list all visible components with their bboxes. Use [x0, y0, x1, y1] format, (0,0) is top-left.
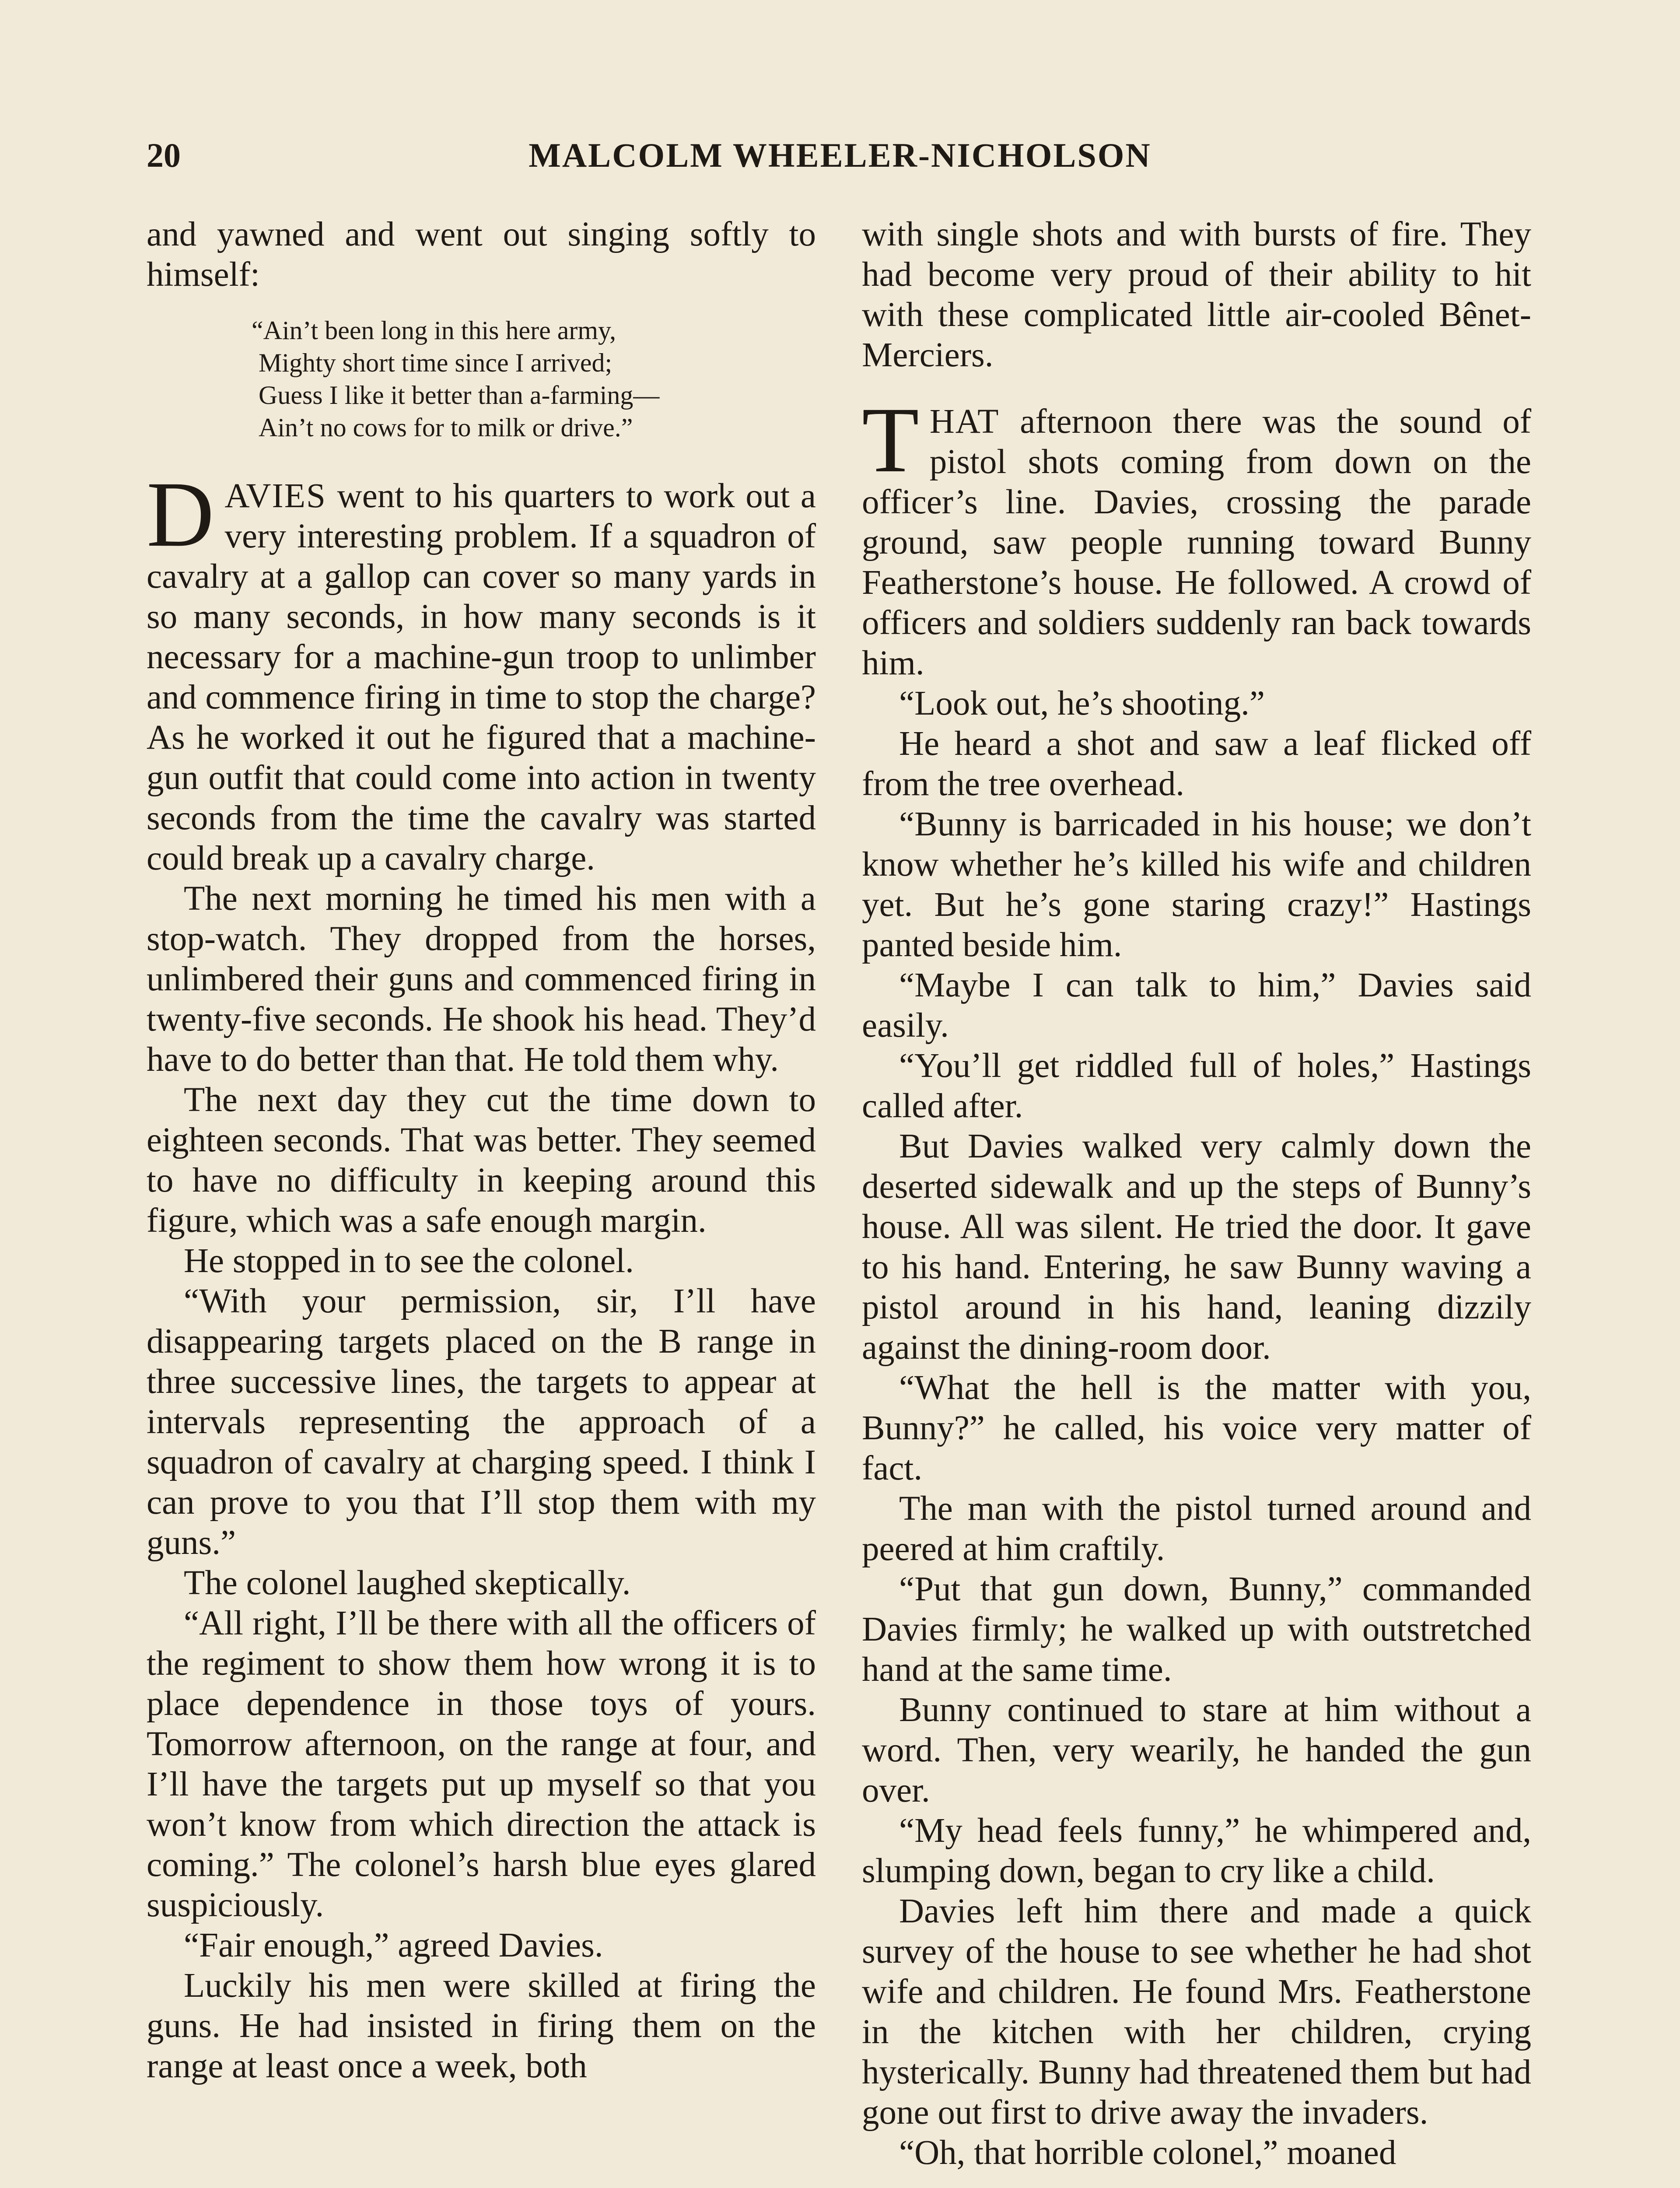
- paragraph: “All right, I’ll be there with all the officers of the regiment to show them how wrong it is to place dependence in those toys of yours. Tomorrow afternoon, on the range at four, and I’ll have the targets put up myself so that you won’t know from which direction the attack is coming.” The colonel’s harsh blue eyes glared suspiciously.: [147, 1604, 816, 1924]
- right-column: [862, 214, 1531, 2173]
- paragraph: He heard a shot and saw a leaf flicked off from the tree overhead.: [862, 725, 1531, 803]
- paragraph: Davies left him there and made a quick survey of the house to see whether he had shot wife and children. He found Mrs. Featherstone in the kitchen with her children, crying hysterically. Bunny had threatened them but had gone out first to drive away the invaders.: [862, 1892, 1531, 2132]
- paragraph: “Bunny is barricaded in his house; we don’t know whether he’s killed his wife and children yet. But he’s gone staring crazy!” Hastings panted beside him.: [862, 805, 1531, 964]
- paragraph: “Maybe I can talk to him,” Davies said easily.: [862, 966, 1531, 1045]
- verse-line: Guess I like it better than a-farming—: [259, 381, 660, 410]
- paragraph: “Look out, he’s shooting.”: [899, 684, 1265, 722]
- paragraph: The next day they cut the time down to eighteen seconds. That was better. They seemed to have no difficulty in keeping around this figure, which was a safe enough margin.: [147, 1081, 816, 1240]
- paragraph: But Davies walked very calmly down the deserted sidewalk and up the steps of Bunny’s house. All was silent. He tried the door. It gave to his hand. Entering, he saw Bunny waving a pistol around in his hand, leaning dizzily against the dining-room door.: [862, 1127, 1531, 1367]
- paragraph-text: went to his quarters to work out a very interesting problem. If a squadron of cavalry at a gallop can cover so many yards in so many seconds, in how many seconds is it necessary for a machine-gun troop to unlimber and commence firing in time to stop the charge? As he worked it out he figured that a machine-gun outfit that could come into action in twenty seconds from the time the cavalry was started could break up a cavalry charge.: [147, 477, 816, 877]
- drop-cap: D: [147, 463, 214, 566]
- paragraph: He stopped in to see the colonel.: [184, 1242, 634, 1280]
- drop-cap: T: [862, 388, 919, 492]
- lead-word: AVIES: [224, 477, 326, 515]
- paragraph: “With your permission, sir, I’ll have disappearing targets placed on the B range in three successive lines, the targets to appear at intervals representing the approach of a squadron of cavalry at charging speed. I think I can prove to you that I’ll stop them with my guns.”: [147, 1282, 816, 1562]
- paragraph: “What the hell is the matter with you, Bunny?” he called, his voice very matter of fact.: [862, 1369, 1531, 1487]
- paragraph: The colonel laughed skeptically.: [184, 1564, 631, 1602]
- paragraph-continued: with single shots and with bursts of fire. They had become very proud of their ability to hit with these complicated little air-cooled Bênet-Merciers.: [862, 215, 1531, 374]
- left-column: [147, 214, 816, 2086]
- verse-line: Mighty short time since I arrived;: [259, 348, 612, 377]
- verse-line: “Ain’t been long in this here army,: [252, 316, 616, 345]
- paragraph: “Put that gun down, Bunny,” commanded Davies firmly; he walked up with outstretched hand at the same time.: [862, 1570, 1531, 1689]
- paragraph: The man with the pistol turned around and peered at him craftily.: [862, 1490, 1531, 1568]
- paragraph: “Fair enough,” agreed Davies.: [184, 1926, 603, 1964]
- verse-line: Ain’t no cows for to milk or drive.”: [259, 413, 633, 442]
- paragraph: “My head feels funny,” he whimpered and, slumping down, began to cry like a child.: [862, 1812, 1531, 1890]
- page-header: [147, 131, 1533, 179]
- paragraph: “You’ll get riddled full of holes,” Hastings called after.: [862, 1047, 1531, 1125]
- page-number: 20: [147, 136, 181, 174]
- paragraph-text: afternoon there was the sound of pistol shots coming from down on the officer’s line. Davies, crossing the parade ground, saw people running toward Bunny Featherstone’s house. He followed. A crowd of officers and soldiers suddenly ran back towards him.: [862, 403, 1531, 682]
- paragraph-section-start: [862, 388, 1531, 684]
- paragraph: Luckily his men were skilled at firing the guns. He had insisted in firing them on the range at least once a week, both: [147, 1967, 816, 2085]
- verse-block: [252, 314, 816, 444]
- paragraph: Bunny continued to stare at him without a word. Then, very wearily, he handed the gun over.: [862, 1691, 1531, 1809]
- paragraph-section-start: [147, 463, 816, 879]
- running-head: MALCOLM WHEELER-NICHOLSON: [528, 136, 1152, 174]
- paragraph: The next morning he timed his men with a stop-watch. They dropped from the horses, unlimbered their guns and commenced firing in twenty-five seconds. He shook his head. They’d have to do better than that. He told them why.: [147, 880, 816, 1079]
- paragraph: “Oh, that horrible colonel,” moaned: [899, 2134, 1396, 2172]
- paragraph-intro: and yawned and went out singing softly to himself:: [147, 215, 816, 294]
- lead-word: HAT: [929, 403, 1000, 441]
